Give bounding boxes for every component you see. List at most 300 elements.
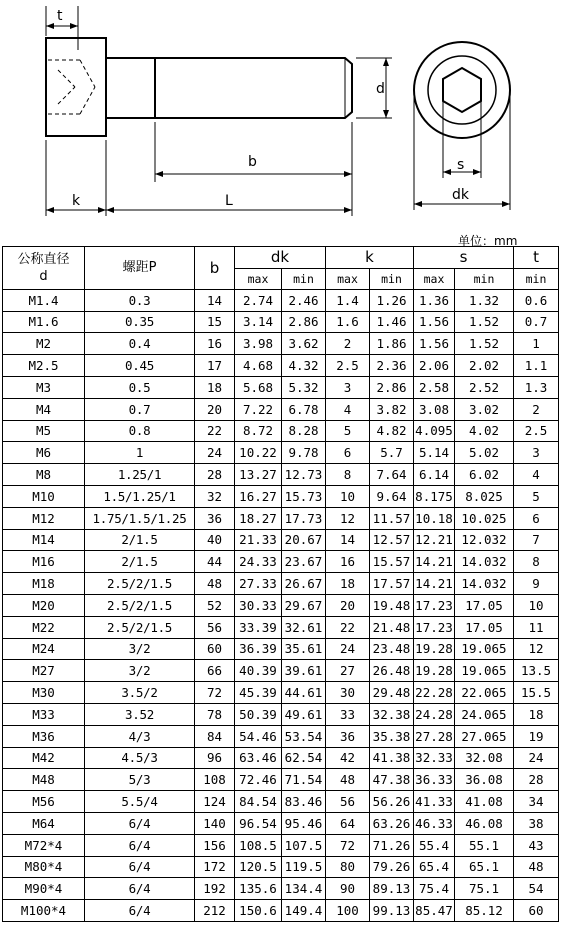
cell-pitch: 1.25/1 bbox=[85, 464, 195, 486]
cell-dk-min: 44.61 bbox=[282, 682, 326, 704]
screw-drawing bbox=[0, 0, 563, 230]
cell-pitch: 1 bbox=[85, 442, 195, 464]
header-dk-min: min bbox=[282, 268, 326, 289]
cell-k-min: 23.48 bbox=[370, 638, 414, 660]
cell-t-min: 2.5 bbox=[514, 420, 559, 442]
cell-k-max: 90 bbox=[326, 878, 370, 900]
header-s: s bbox=[414, 247, 514, 269]
cell-b: 56 bbox=[195, 616, 235, 638]
cell-dk-min: 23.67 bbox=[282, 551, 326, 573]
cell-b: 78 bbox=[195, 703, 235, 725]
cell-s-min: 55.1 bbox=[455, 834, 514, 856]
cell-t-min: 5 bbox=[514, 485, 559, 507]
cell-t-min: 10 bbox=[514, 594, 559, 616]
cell-k-max: 12 bbox=[326, 507, 370, 529]
cell-dk-max: 120.5 bbox=[235, 856, 282, 878]
cell-dk-max: 30.33 bbox=[235, 594, 282, 616]
cell-s-min: 2.52 bbox=[455, 376, 514, 398]
cell-dk-max: 27.33 bbox=[235, 573, 282, 595]
cell-s-max: 6.14 bbox=[414, 464, 455, 486]
cell-s-max: 1.56 bbox=[414, 311, 455, 333]
cell-dk-max: 96.54 bbox=[235, 812, 282, 834]
header-dk-max: max bbox=[235, 268, 282, 289]
cell-pitch: 0.7 bbox=[85, 398, 195, 420]
header-d-sub: d bbox=[39, 268, 48, 284]
cell-d: M90*4 bbox=[3, 878, 85, 900]
cell-b: 124 bbox=[195, 791, 235, 813]
cell-d: M30 bbox=[3, 682, 85, 704]
cell-d: M6 bbox=[3, 442, 85, 464]
cell-dk-min: 134.4 bbox=[282, 878, 326, 900]
cell-dk-max: 4.68 bbox=[235, 355, 282, 377]
cell-k-max: 1.4 bbox=[326, 289, 370, 311]
cell-dk-min: 4.32 bbox=[282, 355, 326, 377]
cell-dk-min: 6.78 bbox=[282, 398, 326, 420]
cell-k-max: 5 bbox=[326, 420, 370, 442]
cell-k-max: 2.5 bbox=[326, 355, 370, 377]
cell-t-min: 0.7 bbox=[514, 311, 559, 333]
table-row bbox=[3, 311, 559, 333]
header-d-title: 公称直径 bbox=[17, 251, 70, 267]
label-L: L bbox=[225, 193, 233, 209]
cell-k-max: 3 bbox=[326, 376, 370, 398]
cell-dk-max: 7.22 bbox=[235, 398, 282, 420]
cell-k-min: 41.38 bbox=[370, 747, 414, 769]
cell-t-min: 1.3 bbox=[514, 376, 559, 398]
cell-s-max: 10.18 bbox=[414, 507, 455, 529]
cell-dk-max: 5.68 bbox=[235, 376, 282, 398]
cell-k-max: 33 bbox=[326, 703, 370, 725]
cell-t-min: 34 bbox=[514, 791, 559, 813]
cell-s-max: 12.21 bbox=[414, 529, 455, 551]
cell-d: M80*4 bbox=[3, 856, 85, 878]
cell-t-min: 7 bbox=[514, 529, 559, 551]
header-nominal-diameter bbox=[3, 247, 85, 290]
cell-k-min: 19.48 bbox=[370, 594, 414, 616]
cell-d: M33 bbox=[3, 703, 85, 725]
cell-k-min: 26.48 bbox=[370, 660, 414, 682]
cell-k-min: 1.46 bbox=[370, 311, 414, 333]
cell-s-min: 2.02 bbox=[455, 355, 514, 377]
cell-t-min: 18 bbox=[514, 703, 559, 725]
cell-dk-min: 49.61 bbox=[282, 703, 326, 725]
cell-d: M36 bbox=[3, 725, 85, 747]
cell-s-min: 3.02 bbox=[455, 398, 514, 420]
cell-d: M72*4 bbox=[3, 834, 85, 856]
cell-pitch: 1.75/1.5/1.25 bbox=[85, 507, 195, 529]
cell-dk-max: 84.54 bbox=[235, 791, 282, 813]
cell-t-min: 38 bbox=[514, 812, 559, 834]
cell-s-min: 1.52 bbox=[455, 333, 514, 355]
cell-t-min: 1.1 bbox=[514, 355, 559, 377]
cell-k-min: 79.26 bbox=[370, 856, 414, 878]
cell-k-min: 47.38 bbox=[370, 769, 414, 791]
cell-dk-min: 53.54 bbox=[282, 725, 326, 747]
cell-k-min: 9.64 bbox=[370, 485, 414, 507]
cell-dk-max: 108.5 bbox=[235, 834, 282, 856]
cell-t-min: 60 bbox=[514, 900, 559, 922]
cell-b: 60 bbox=[195, 638, 235, 660]
cell-b: 32 bbox=[195, 485, 235, 507]
cell-k-min: 2.36 bbox=[370, 355, 414, 377]
cell-k-min: 32.38 bbox=[370, 703, 414, 725]
cell-s-min: 19.065 bbox=[455, 638, 514, 660]
table-row bbox=[3, 573, 559, 595]
cell-s-min: 5.02 bbox=[455, 442, 514, 464]
cell-k-min: 11.57 bbox=[370, 507, 414, 529]
cell-d: M48 bbox=[3, 769, 85, 791]
cell-b: 15 bbox=[195, 311, 235, 333]
cell-s-min: 36.08 bbox=[455, 769, 514, 791]
cell-d: M56 bbox=[3, 791, 85, 813]
cell-s-max: 85.47 bbox=[414, 900, 455, 922]
table-row bbox=[3, 878, 559, 900]
table-row bbox=[3, 420, 559, 442]
cell-t-min: 4 bbox=[514, 464, 559, 486]
cell-k-max: 2 bbox=[326, 333, 370, 355]
cell-t-min: 12 bbox=[514, 638, 559, 660]
cell-t-min: 11 bbox=[514, 616, 559, 638]
cell-k-max: 56 bbox=[326, 791, 370, 813]
cell-dk-min: 9.78 bbox=[282, 442, 326, 464]
cell-pitch: 2.5/2/1.5 bbox=[85, 594, 195, 616]
cell-k-max: 20 bbox=[326, 594, 370, 616]
table-row bbox=[3, 747, 559, 769]
cell-pitch: 0.3 bbox=[85, 289, 195, 311]
cell-b: 24 bbox=[195, 442, 235, 464]
cell-pitch: 0.8 bbox=[85, 420, 195, 442]
label-d: d bbox=[376, 81, 385, 97]
cell-b: 66 bbox=[195, 660, 235, 682]
cell-s-min: 14.032 bbox=[455, 573, 514, 595]
cell-pitch: 6/4 bbox=[85, 900, 195, 922]
cell-b: 20 bbox=[195, 398, 235, 420]
cell-dk-min: 2.46 bbox=[282, 289, 326, 311]
cell-s-max: 4.095 bbox=[414, 420, 455, 442]
cell-d: M22 bbox=[3, 616, 85, 638]
cell-d: M14 bbox=[3, 529, 85, 551]
cell-pitch: 2.5/2/1.5 bbox=[85, 573, 195, 595]
cell-dk-min: 20.67 bbox=[282, 529, 326, 551]
cell-dk-min: 15.73 bbox=[282, 485, 326, 507]
cell-t-min: 9 bbox=[514, 573, 559, 595]
cell-b: 28 bbox=[195, 464, 235, 486]
cell-k-max: 4 bbox=[326, 398, 370, 420]
cell-s-max: 19.28 bbox=[414, 660, 455, 682]
cell-dk-min: 5.32 bbox=[282, 376, 326, 398]
cell-k-max: 24 bbox=[326, 638, 370, 660]
cell-dk-max: 150.6 bbox=[235, 900, 282, 922]
cell-b: 172 bbox=[195, 856, 235, 878]
cell-k-max: 27 bbox=[326, 660, 370, 682]
cell-t-min: 19 bbox=[514, 725, 559, 747]
cell-s-max: 36.33 bbox=[414, 769, 455, 791]
cell-s-min: 24.065 bbox=[455, 703, 514, 725]
unit-label: 单位：mm bbox=[458, 234, 518, 248]
cell-k-min: 29.48 bbox=[370, 682, 414, 704]
cell-dk-min: 32.61 bbox=[282, 616, 326, 638]
cell-pitch: 0.45 bbox=[85, 355, 195, 377]
screw-end-view bbox=[414, 42, 510, 210]
cell-dk-min: 35.61 bbox=[282, 638, 326, 660]
cell-t-min: 48 bbox=[514, 856, 559, 878]
cell-s-min: 14.032 bbox=[455, 551, 514, 573]
table-row bbox=[3, 594, 559, 616]
cell-s-max: 5.14 bbox=[414, 442, 455, 464]
cell-k-max: 80 bbox=[326, 856, 370, 878]
cell-pitch: 5/3 bbox=[85, 769, 195, 791]
cell-dk-max: 3.14 bbox=[235, 311, 282, 333]
cell-dk-min: 119.5 bbox=[282, 856, 326, 878]
cell-k-max: 30 bbox=[326, 682, 370, 704]
cell-t-min: 6 bbox=[514, 507, 559, 529]
cell-s-max: 24.28 bbox=[414, 703, 455, 725]
label-t: t bbox=[57, 8, 63, 24]
cell-d: M10 bbox=[3, 485, 85, 507]
table-row bbox=[3, 769, 559, 791]
cell-pitch: 0.35 bbox=[85, 311, 195, 333]
cell-s-max: 65.4 bbox=[414, 856, 455, 878]
cell-dk-max: 135.6 bbox=[235, 878, 282, 900]
cell-b: 44 bbox=[195, 551, 235, 573]
cell-k-min: 4.82 bbox=[370, 420, 414, 442]
table-row bbox=[3, 638, 559, 660]
cell-s-min: 17.05 bbox=[455, 616, 514, 638]
table-row bbox=[3, 355, 559, 377]
table-row bbox=[3, 376, 559, 398]
cell-dk-min: 39.61 bbox=[282, 660, 326, 682]
cell-d: M42 bbox=[3, 747, 85, 769]
cell-pitch: 2/1.5 bbox=[85, 551, 195, 573]
cell-pitch: 6/4 bbox=[85, 878, 195, 900]
cell-k-max: 22 bbox=[326, 616, 370, 638]
cell-dk-max: 18.27 bbox=[235, 507, 282, 529]
cell-k-max: 64 bbox=[326, 812, 370, 834]
cell-s-min: 17.05 bbox=[455, 594, 514, 616]
cell-dk-min: 149.4 bbox=[282, 900, 326, 922]
cell-t-min: 3 bbox=[514, 442, 559, 464]
cell-k-max: 8 bbox=[326, 464, 370, 486]
cell-k-min: 1.86 bbox=[370, 333, 414, 355]
cell-b: 14 bbox=[195, 289, 235, 311]
cell-dk-max: 8.72 bbox=[235, 420, 282, 442]
table-body bbox=[3, 289, 559, 921]
cell-t-min: 8 bbox=[514, 551, 559, 573]
cell-dk-max: 45.39 bbox=[235, 682, 282, 704]
cell-d: M8 bbox=[3, 464, 85, 486]
cell-dk-max: 2.74 bbox=[235, 289, 282, 311]
cell-d: M2.5 bbox=[3, 355, 85, 377]
header-k-min: min bbox=[370, 268, 414, 289]
cell-dk-min: 95.46 bbox=[282, 812, 326, 834]
cell-k-min: 1.26 bbox=[370, 289, 414, 311]
cell-t-min: 24 bbox=[514, 747, 559, 769]
cell-dk-max: 33.39 bbox=[235, 616, 282, 638]
cell-k-max: 48 bbox=[326, 769, 370, 791]
cell-pitch: 0.5 bbox=[85, 376, 195, 398]
cell-s-min: 65.1 bbox=[455, 856, 514, 878]
cell-b: 156 bbox=[195, 834, 235, 856]
header-k: k bbox=[326, 247, 414, 269]
cell-b: 192 bbox=[195, 878, 235, 900]
cell-s-max: 17.23 bbox=[414, 594, 455, 616]
cell-t-min: 13.5 bbox=[514, 660, 559, 682]
cell-dk-max: 72.46 bbox=[235, 769, 282, 791]
table-row bbox=[3, 856, 559, 878]
cell-s-max: 1.36 bbox=[414, 289, 455, 311]
cell-k-min: 12.57 bbox=[370, 529, 414, 551]
cell-d: M18 bbox=[3, 573, 85, 595]
header-t-min: min bbox=[514, 268, 559, 289]
cell-k-max: 42 bbox=[326, 747, 370, 769]
cell-b: 36 bbox=[195, 507, 235, 529]
cell-d: M27 bbox=[3, 660, 85, 682]
cell-dk-max: 54.46 bbox=[235, 725, 282, 747]
label-s: s bbox=[457, 157, 465, 173]
cell-s-max: 41.33 bbox=[414, 791, 455, 813]
table-row bbox=[3, 289, 559, 311]
cell-dk-min: 71.54 bbox=[282, 769, 326, 791]
cell-k-min: 71.26 bbox=[370, 834, 414, 856]
cell-pitch: 5.5/4 bbox=[85, 791, 195, 813]
cell-dk-min: 2.86 bbox=[282, 311, 326, 333]
cell-b: 16 bbox=[195, 333, 235, 355]
cell-t-min: 43 bbox=[514, 834, 559, 856]
cell-dk-max: 24.33 bbox=[235, 551, 282, 573]
cell-k-max: 1.6 bbox=[326, 311, 370, 333]
cell-s-min: 6.02 bbox=[455, 464, 514, 486]
cell-s-min: 1.52 bbox=[455, 311, 514, 333]
cell-d: M3 bbox=[3, 376, 85, 398]
cell-d: M64 bbox=[3, 812, 85, 834]
cell-s-max: 32.33 bbox=[414, 747, 455, 769]
table-row bbox=[3, 398, 559, 420]
cell-s-min: 27.065 bbox=[455, 725, 514, 747]
header-t: t bbox=[514, 247, 559, 269]
cell-k-min: 5.7 bbox=[370, 442, 414, 464]
dimension-table bbox=[2, 246, 559, 922]
cell-s-min: 8.025 bbox=[455, 485, 514, 507]
cell-dk-max: 21.33 bbox=[235, 529, 282, 551]
cell-t-min: 0.6 bbox=[514, 289, 559, 311]
cell-s-max: 2.58 bbox=[414, 376, 455, 398]
cell-dk-max: 36.39 bbox=[235, 638, 282, 660]
cell-k-max: 18 bbox=[326, 573, 370, 595]
cell-d: M4 bbox=[3, 398, 85, 420]
cell-s-max: 1.56 bbox=[414, 333, 455, 355]
table-row bbox=[3, 725, 559, 747]
cell-dk-min: 3.62 bbox=[282, 333, 326, 355]
header-k-max: max bbox=[326, 268, 370, 289]
table-row bbox=[3, 551, 559, 573]
cell-d: M12 bbox=[3, 507, 85, 529]
cell-pitch: 4/3 bbox=[85, 725, 195, 747]
cell-s-max: 8.175 bbox=[414, 485, 455, 507]
table-row bbox=[3, 333, 559, 355]
cell-b: 72 bbox=[195, 682, 235, 704]
cell-k-min: 7.64 bbox=[370, 464, 414, 486]
cell-t-min: 2 bbox=[514, 398, 559, 420]
cell-s-min: 12.032 bbox=[455, 529, 514, 551]
cell-b: 48 bbox=[195, 573, 235, 595]
cell-t-min: 15.5 bbox=[514, 682, 559, 704]
cell-k-min: 63.26 bbox=[370, 812, 414, 834]
cell-dk-max: 10.22 bbox=[235, 442, 282, 464]
label-k: k bbox=[72, 193, 81, 209]
cell-d: M1.4 bbox=[3, 289, 85, 311]
table-row bbox=[3, 442, 559, 464]
cell-d: M2 bbox=[3, 333, 85, 355]
cell-k-max: 6 bbox=[326, 442, 370, 464]
label-dk: dk bbox=[452, 187, 469, 203]
cell-s-max: 17.23 bbox=[414, 616, 455, 638]
cell-b: 140 bbox=[195, 812, 235, 834]
cell-s-max: 22.28 bbox=[414, 682, 455, 704]
cell-s-min: 46.08 bbox=[455, 812, 514, 834]
cell-d: M100*4 bbox=[3, 900, 85, 922]
cell-k-min: 17.57 bbox=[370, 573, 414, 595]
table-row bbox=[3, 529, 559, 551]
table-row bbox=[3, 616, 559, 638]
cell-d: M5 bbox=[3, 420, 85, 442]
table-row bbox=[3, 791, 559, 813]
label-b: b bbox=[248, 154, 257, 170]
cell-s-min: 4.02 bbox=[455, 420, 514, 442]
cell-b: 212 bbox=[195, 900, 235, 922]
table-row bbox=[3, 834, 559, 856]
cell-b: 18 bbox=[195, 376, 235, 398]
cell-dk-min: 107.5 bbox=[282, 834, 326, 856]
cell-b: 17 bbox=[195, 355, 235, 377]
cell-pitch: 2.5/2/1.5 bbox=[85, 616, 195, 638]
header-s-max: max bbox=[414, 268, 455, 289]
cell-k-max: 14 bbox=[326, 529, 370, 551]
cell-k-max: 36 bbox=[326, 725, 370, 747]
header-s-min: min bbox=[455, 268, 514, 289]
cell-k-max: 72 bbox=[326, 834, 370, 856]
cell-s-max: 19.28 bbox=[414, 638, 455, 660]
cell-b: 40 bbox=[195, 529, 235, 551]
cell-s-min: 19.065 bbox=[455, 660, 514, 682]
cell-b: 108 bbox=[195, 769, 235, 791]
table-row bbox=[3, 485, 559, 507]
cell-k-max: 16 bbox=[326, 551, 370, 573]
cell-k-min: 21.48 bbox=[370, 616, 414, 638]
cell-s-max: 3.08 bbox=[414, 398, 455, 420]
table-row bbox=[3, 682, 559, 704]
cell-d: M20 bbox=[3, 594, 85, 616]
cell-k-min: 35.38 bbox=[370, 725, 414, 747]
cell-pitch: 6/4 bbox=[85, 812, 195, 834]
cell-dk-max: 63.46 bbox=[235, 747, 282, 769]
cell-pitch: 6/4 bbox=[85, 834, 195, 856]
cell-s-min: 85.12 bbox=[455, 900, 514, 922]
cell-t-min: 54 bbox=[514, 878, 559, 900]
cell-dk-max: 3.98 bbox=[235, 333, 282, 355]
cell-s-max: 27.28 bbox=[414, 725, 455, 747]
cell-k-min: 56.26 bbox=[370, 791, 414, 813]
cell-d: M16 bbox=[3, 551, 85, 573]
screw-side-view bbox=[46, 38, 352, 136]
cell-s-min: 75.1 bbox=[455, 878, 514, 900]
cell-b: 84 bbox=[195, 725, 235, 747]
cell-dk-min: 83.46 bbox=[282, 791, 326, 813]
cell-pitch: 3.52 bbox=[85, 703, 195, 725]
cell-k-min: 3.82 bbox=[370, 398, 414, 420]
cell-pitch: 3.5/2 bbox=[85, 682, 195, 704]
cell-k-min: 89.13 bbox=[370, 878, 414, 900]
header-pitch: 螺距P bbox=[85, 247, 195, 290]
